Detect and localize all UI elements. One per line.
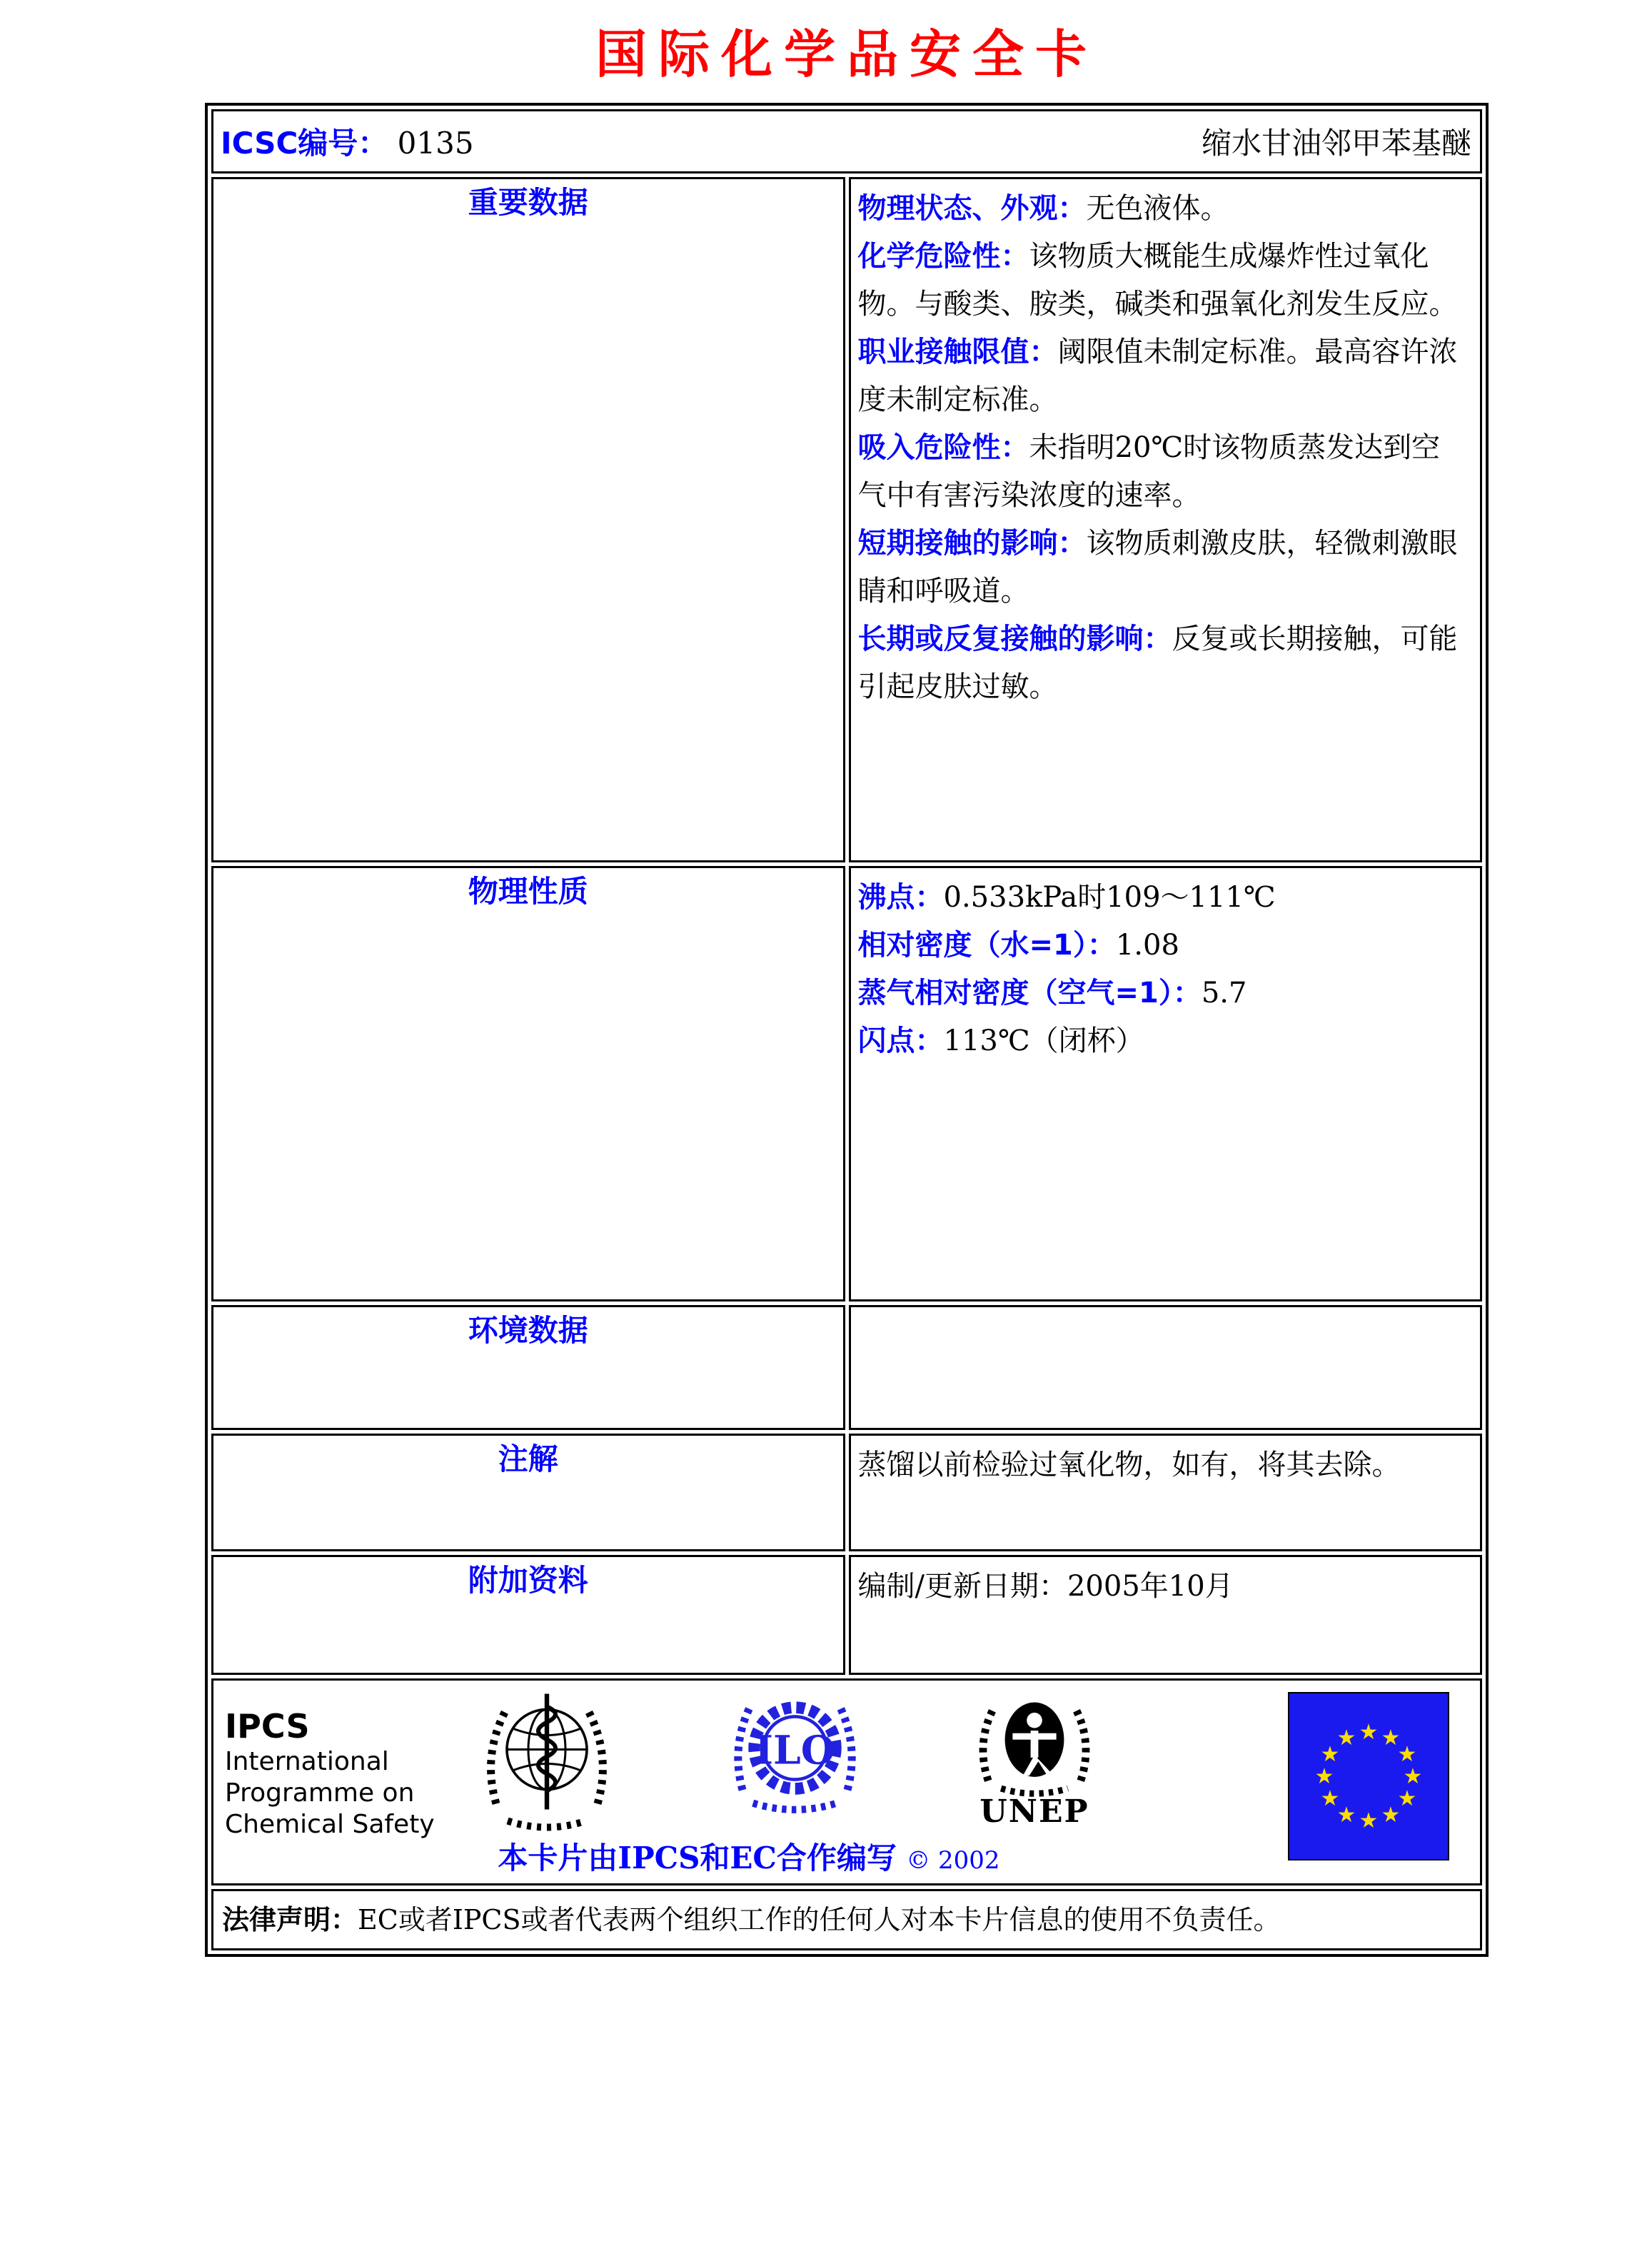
line-label: 吸入危险性： bbox=[857, 431, 1029, 464]
data-line bbox=[858, 1017, 1468, 1065]
section-content-environmental-data bbox=[849, 1305, 1483, 1430]
icsc-number-group bbox=[221, 120, 474, 163]
icsc-number-label: ICSC编号： bbox=[221, 126, 388, 161]
legal-cell bbox=[211, 1889, 1482, 1950]
eu-flag-icon bbox=[1288, 1692, 1449, 1863]
svg-text:★: ★ bbox=[1403, 1764, 1423, 1789]
line-label: 物理状态、外观： bbox=[857, 192, 1087, 225]
logos-row bbox=[211, 1678, 1482, 1885]
data-line bbox=[858, 615, 1468, 711]
section-content-additional-info bbox=[849, 1555, 1483, 1675]
data-line bbox=[858, 520, 1468, 615]
section-content-physical-properties bbox=[849, 866, 1483, 1301]
header-inner bbox=[213, 111, 1480, 171]
page-title: 国际化学品安全卡 bbox=[595, 24, 1098, 84]
card-caption bbox=[213, 1835, 1284, 1878]
svg-text:★: ★ bbox=[1359, 1808, 1379, 1833]
icsc-card-table bbox=[205, 103, 1489, 1957]
line-label: 长期或反复接触的影响： bbox=[857, 623, 1172, 655]
line-label: 相对密度（水=1）： bbox=[857, 929, 1116, 962]
line-label: 短期接触的影响： bbox=[857, 527, 1087, 560]
svg-text:★: ★ bbox=[1320, 1786, 1340, 1811]
line-label: 闪点： bbox=[857, 1024, 944, 1057]
svg-text:★: ★ bbox=[1359, 1720, 1379, 1745]
line-label: 沸点： bbox=[857, 881, 944, 914]
notes-text: 蒸馏以前检验过氧化物，如有，将其去除。 bbox=[857, 1449, 1401, 1481]
line-label: 化学危险性： bbox=[857, 240, 1029, 273]
ipcs-text-block bbox=[225, 1706, 435, 1841]
data-line bbox=[858, 328, 1468, 424]
ilo-logo-icon bbox=[729, 1688, 861, 1819]
line-text: 5.7 bbox=[1201, 977, 1247, 1009]
line-text: 113℃（闭杯） bbox=[943, 1024, 1144, 1057]
legal-text: EC或者IPCS或者代表两个组织工作的任何人对本卡片信息的使用不负责任。 bbox=[358, 1904, 1281, 1935]
section-label-additional-info: 附加资料 bbox=[211, 1555, 845, 1675]
line-text: 无色液体。 bbox=[1086, 192, 1229, 225]
line-text: 1.08 bbox=[1115, 929, 1179, 962]
copyright-text: © 2002 bbox=[906, 1846, 1000, 1875]
section-label-environmental-data: 环境数据 bbox=[211, 1305, 845, 1430]
environmental-data-row bbox=[211, 1305, 1482, 1430]
svg-text:★: ★ bbox=[1381, 1726, 1401, 1751]
additional-text: 编制/更新日期：2005年10月 bbox=[857, 1570, 1234, 1603]
legal-label: 法律声明： bbox=[222, 1904, 358, 1935]
svg-text:★: ★ bbox=[1336, 1803, 1356, 1828]
logos-cell bbox=[211, 1678, 1482, 1885]
section-content-notes bbox=[849, 1434, 1483, 1551]
section-label-notes: 注解 bbox=[211, 1434, 845, 1551]
notes-row bbox=[211, 1434, 1482, 1551]
svg-text:★: ★ bbox=[1336, 1726, 1356, 1751]
data-line bbox=[858, 874, 1468, 922]
ipcs-acronym: IPCS bbox=[225, 1707, 310, 1746]
legal-row bbox=[211, 1889, 1482, 1950]
unep-logo-icon bbox=[970, 1691, 1099, 1828]
chemical-name: 缩水甘油邻甲苯基醚 bbox=[1201, 126, 1471, 161]
line-text: 阈限值未制定标准。最高容许浓度未制定标准。 bbox=[857, 336, 1458, 416]
ipcs-subtitle-line: International bbox=[225, 1747, 389, 1776]
header-cell bbox=[211, 109, 1482, 173]
line-label: 蒸气相对密度（空气=1）： bbox=[857, 977, 1202, 1009]
data-line bbox=[858, 424, 1468, 520]
caption-text: 本卡片由IPCS和EC合作编写 bbox=[498, 1841, 897, 1875]
ilo-logo-text: ILO bbox=[755, 1726, 835, 1773]
svg-text:★: ★ bbox=[1320, 1742, 1340, 1767]
ipcs-subtitle-line: Programme on bbox=[225, 1778, 415, 1808]
unep-logo-text: UNEP bbox=[979, 1793, 1089, 1830]
svg-text:★: ★ bbox=[1314, 1764, 1334, 1789]
data-line bbox=[858, 922, 1468, 970]
additional-info-row bbox=[211, 1555, 1482, 1675]
section-label-physical-properties: 物理性质 bbox=[211, 866, 845, 1301]
data-line bbox=[858, 185, 1468, 233]
header-row bbox=[211, 109, 1482, 173]
line-text: 0.533kPa时109～111℃ bbox=[943, 881, 1276, 914]
data-line bbox=[858, 233, 1468, 328]
svg-text:★: ★ bbox=[1397, 1786, 1417, 1811]
line-text: 该物质刺激皮肤，轻微刺激眼睛和呼吸道。 bbox=[857, 527, 1458, 608]
who-logo-icon bbox=[479, 1689, 615, 1838]
line-label: 职业接触限值： bbox=[857, 336, 1058, 368]
section-label-important-data: 重要数据 bbox=[211, 177, 845, 862]
important-data-row bbox=[211, 177, 1482, 862]
icsc-number-value: 0135 bbox=[397, 126, 474, 161]
line-text: 未指明20℃时该物质蒸发达到空气中有害污染浓度的速率。 bbox=[857, 431, 1441, 512]
data-line bbox=[858, 970, 1468, 1017]
section-content-important-data bbox=[849, 177, 1483, 862]
physical-properties-row bbox=[211, 866, 1482, 1301]
line-text: 该物质大概能生成爆炸性过氧化物。与酸类、胺类，碱类和强氧化剂发生反应。 bbox=[857, 240, 1458, 321]
ipcs-subtitle-line: Chemical Safety bbox=[225, 1810, 435, 1839]
svg-text:★: ★ bbox=[1397, 1742, 1417, 1767]
svg-text:★: ★ bbox=[1381, 1803, 1401, 1828]
line-text: 反复或长期接触，可能引起皮肤过敏。 bbox=[857, 623, 1458, 703]
